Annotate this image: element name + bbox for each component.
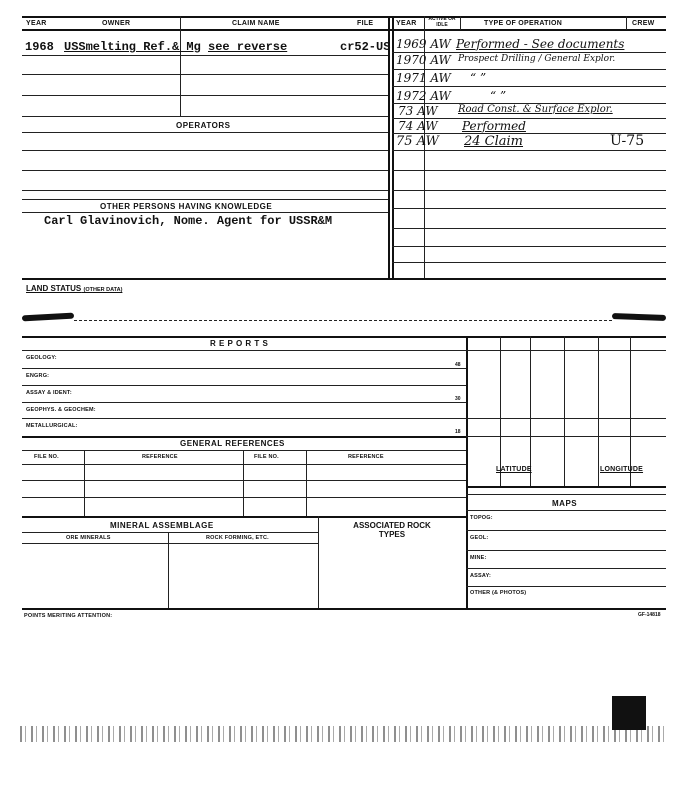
general-references-title: GENERAL REFERENCES: [180, 439, 285, 448]
other-persons-label: OTHER PERSONS HAVING KNOWLEDGE: [100, 202, 273, 211]
header-owner: OWNER: [102, 20, 131, 27]
mineral-assemblage-title: MINERAL ASSEMBLAGE: [110, 521, 214, 530]
header-year-2: YEAR: [396, 20, 417, 27]
other-persons-entry: Carl Glavinovich, Nome. Agent for USSR&M: [44, 214, 333, 228]
op-year-7: 75 AW: [396, 134, 439, 149]
op-type-2: Prospect Drilling / General Explor.: [458, 54, 616, 64]
op-type-1: Performed - See documents: [456, 37, 625, 51]
op-type-6: Performed: [462, 119, 526, 133]
op-type-4: “ ”: [490, 89, 507, 103]
header-type-of-operation: TYPE OF OPERATION: [484, 20, 563, 27]
op-year-3: 1971 AW: [396, 71, 451, 85]
op-year-4: 1972 AW: [396, 89, 451, 103]
report-assay: ASSAY & IDENT:: [26, 390, 72, 396]
maps-title: MAPS: [552, 499, 578, 508]
op-crew-7: U-75: [610, 133, 645, 149]
header-file: FILE: [357, 20, 374, 27]
op-year-2: 1970 AW: [396, 53, 451, 67]
report-metallurgical: METALLURGICAL:: [26, 423, 78, 429]
points-meriting-attention-label: POINTS MERITING ATTENTION:: [24, 613, 113, 619]
longitude-label: LONGITUDE: [600, 466, 644, 473]
form-number: GF-14818: [638, 612, 661, 618]
land-status-label: LAND STATUS (OTHER DATA): [26, 284, 123, 293]
header-claim-name: CLAIM NAME: [232, 20, 280, 27]
associated-rock-types: ASSOCIATED ROCK TYPES: [353, 521, 431, 539]
report-engrg: ENGRG:: [26, 373, 50, 379]
owner-name: USSmelting Ref.& Mg: [64, 40, 201, 54]
latitude-label: LATITUDE: [496, 466, 532, 473]
header-active-idle: ACTIVE OR IDLE: [428, 16, 456, 28]
op-type-7: 24 Claim: [464, 134, 524, 149]
owner-year: 1968: [25, 40, 54, 54]
op-type-3: “ ”: [470, 71, 487, 85]
header-crew: CREW: [632, 20, 655, 27]
report-geophys: GEOPHYS. & GEOCHEM:: [26, 407, 96, 413]
op-year-5: 73 AW: [398, 104, 438, 118]
mineral-property-card: YEAR OWNER CLAIM NAME FILE YEAR ACTIVE OR IDLE TYPE OF OPERATION CREW 1968 USSmelting Ref.& Mg see reverse cr52-US OPERATORS OTHER PERSONS HAVING KNOWLEDGE Carl Glavinovich, Nome. Agent for USSR&M 1969 AW Performed - See documents 1970 AW Prospect Drilling / General Explor. 1971 AW “ ” 1972 AW “ ” 73 AW Road Const. & Surface Explor. 74 AW Performed 75 AW 24 Claim U-75 LAND STATUS (OTHER DATA) R E P O R T S GEOLOGY: 48 ENGRG: ASSAY & IDENT: 30 GEOPHYS. & GEOCHEM: METALLURGICAL: 18 GENERAL REFERENCES FILE NO. REFERENCE FILE NO. REFERENCE MINERAL ASSEMBLAGE ASSOCIATED ROCK TYPES ORE MINERALS ROCK FORMING, ETC. LATITUDE LONGITUDE MAPS TOPOG: GEOL: MINE: ASSAY: OTHER (& PHOTOS) POINTS MERITING ATTENTION: GF-14818: [0, 0, 678, 806]
op-year-1: 1969 AW: [396, 37, 451, 51]
header-year: YEAR: [26, 20, 47, 27]
reports-title: R E P O R T S: [210, 339, 269, 348]
claim-name-value: see reverse: [208, 40, 288, 54]
report-geology: GEOLOGY:: [26, 355, 57, 361]
file-value: cr52-US: [340, 40, 391, 54]
operators-label: OPERATORS: [176, 121, 231, 130]
op-year-6: 74 AW: [398, 119, 438, 133]
op-type-5: Road Const. & Surface Explor.: [458, 104, 613, 115]
